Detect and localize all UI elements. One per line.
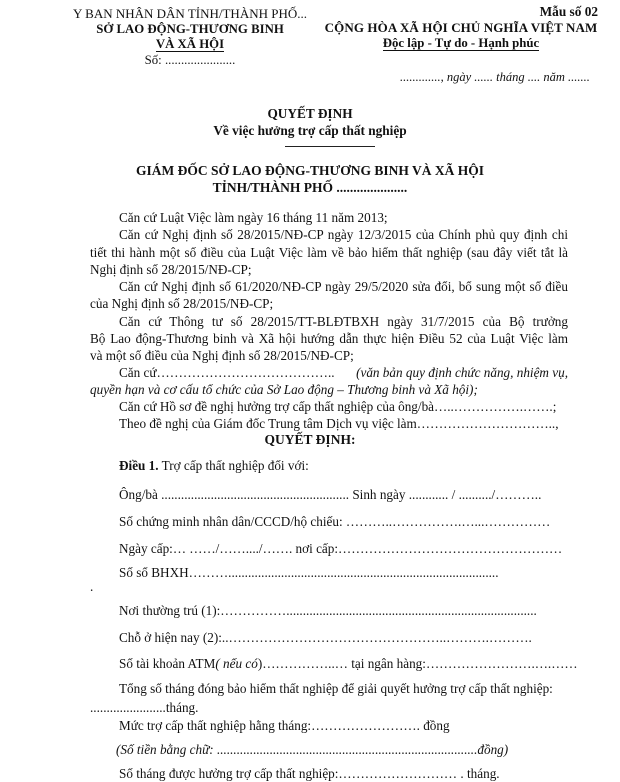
field-current-residence[interactable]: Chỗ ở hiện nay (2):..…………………………………………..……….………. [119,630,532,645]
field-months-entitled[interactable]: Số tháng được hưởng trợ cấp thất nghiệp:……………………… . tháng. [119,766,500,781]
preamble-p2-line2: tiết thi hành một số điều của Luật Việc làm về bảo hiểm thất nghiệp (sau đây viết tắt là [90,245,568,260]
atm-label: Số tài khoản ATM [119,656,216,671]
preamble-p2-line3: Nghị định số 28/2015/NĐ-CP; [90,262,252,277]
article-1-text: Trợ cấp thất nghiệp đối với: [161,458,309,473]
national-motto-text: Độc lập - Tự do - Hạnh phúc [382,35,540,50]
document-title: QUYẾT ĐỊNH [267,106,353,121]
field-amount-in-words[interactable]: (Số tiền bằng chữ: ...............................................................................đồng) [116,742,509,757]
field-total-insured-months-label: Tổng số tháng đóng bảo hiểm thất nghiệp để giải quyết hưởng trợ cấp thất nghiệp: [119,681,553,696]
preamble-p3-line1: Căn cứ Nghị định số 61/2020/NĐ-CP ngày 29/5/2020 sửa đổi, bổ sung một số điều [119,279,568,294]
org-line-2: SỞ LAO ĐỘNG-THƯƠNG BINH [96,21,284,36]
field-total-insured-months[interactable]: .......................tháng. [90,700,199,715]
preamble-p2-line1: Căn cứ Nghị định số 28/2015/NĐ-CP ngày 12/3/2015 của Chính phủ quy định chi [119,227,568,242]
preamble-p3-line2: của Nghị định số 28/2015/NĐ-CP; [90,296,274,311]
preamble-p4-line1: Căn cứ Thông tư số 28/2015/TT-BLĐTBXH ngày 31/7/2015 của Bộ trưởng [119,314,568,329]
national-title: CỘNG HÒA XÃ HỘI CHỦ NGHĨA VIỆT NAM [324,20,598,35]
field-monthly-benefit[interactable]: Mức trợ cấp thất nghiệp hằng tháng:……………………. đồng [119,718,450,733]
article-1 [119,458,309,474]
document-subject: Về việc hưởng trợ cấp thất nghiệp [213,123,407,138]
preamble-p6: Căn cứ Hồ sơ đề nghị hưởng trợ cấp thất nghiệp của ông/bà…..…………….…….; [119,399,557,414]
preamble-p5-note: (văn bản quy định chức năng, nhiệm vụ, [356,365,568,380]
document-number: Số: ...................... [144,52,236,67]
place-date-line: ............., ngày ...... tháng .... năm ....... [400,70,590,84]
preamble-p7: Theo đề nghị của Giám đốc Trung tâm Dịch vụ việc làm………………………….., [119,416,559,431]
org-line-1: Y BAN NHÂN DÂN TỈNH/THÀNH PHỐ... [73,6,307,21]
field-id-number[interactable]: Số chứng minh nhân dân/CCCD/hộ chiếu: ………..…………….…...…………… [119,514,551,529]
preamble-p5-line2: quyền hạn và cơ cấu tổ chức của Sở Lao động – Thương binh và Xã hội); [90,382,478,397]
stray-dot: . [90,579,94,594]
preamble-p5-prefix: Căn cứ………………………………….. [119,365,335,380]
field-permanent-residence[interactable]: Nơi thường trú (1):……………............................................................................ [119,603,537,618]
article-1-label: Điều 1. [119,458,159,473]
atm-rest: )……………..… tại ngân hàng:…………………….….…… [257,656,578,671]
org-line-3-text: VÀ XÃ HỘI [155,37,225,51]
decision-heading: QUYẾT ĐỊNH: [264,432,356,447]
authority-line-1: GIÁM ĐỐC SỞ LAO ĐỘNG-THƯƠNG BINH VÀ XÃ HỘI [135,163,485,178]
field-social-insurance-number[interactable]: Số sổ BHXH……….................................................................................. [119,565,499,580]
atm-optional-note: ( nếu có [215,656,258,671]
preamble-p1: Căn cứ Luật Việc làm ngày 16 tháng 11 năm 2013; [119,210,388,225]
form-number: Mẫu số 02 [539,4,598,19]
field-full-name-dob[interactable]: Ông/bà ......................................................... Sinh ngày ............ / ........../……….. [119,487,542,502]
field-atm-account-bank[interactable] [119,656,578,672]
preamble-p5-line1 [119,365,568,381]
field-issue-date-place[interactable]: Ngày cấp:… ……/……..../……. nơi cấp:…………………………………………… [119,541,563,556]
title-divider [285,146,375,147]
preamble-p4-line3: và một số điều của Nghị định số 28/2015/NĐ-CP; [90,348,354,363]
national-motto [316,36,606,52]
issuing-agency-block [60,6,320,68]
national-header-block [316,20,606,51]
authority-line-2: TỈNH/THÀNH PHỐ ..................... [212,180,408,195]
preamble-p4-line2: Bộ Lao động-Thương binh và Xã hội hướng dẫn thực hiện Điều 52 của Luật Việc làm [90,331,568,346]
org-line-3 [60,37,320,53]
